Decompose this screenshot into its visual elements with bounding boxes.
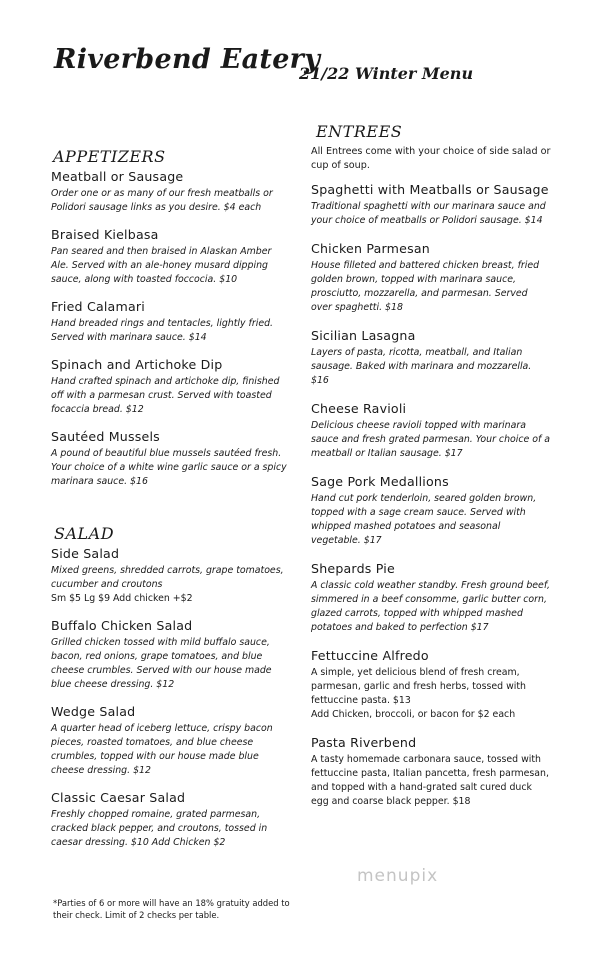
item-name: Pasta Riverbend	[311, 735, 417, 750]
item-description: Delicious cheese ravioli topped with marinara sauce and fresh grated parmesan. Your choice of a meatball or Italian sausage. $17	[311, 420, 551, 459]
left-column	[51, 147, 289, 861]
menu-item	[311, 647, 551, 722]
menu-item	[311, 473, 551, 548]
menu-item	[51, 226, 289, 287]
item-description: A classic cold weather standby. Fresh ground beef, simmered in a beef consomme, garlic butter corn, glazed carrots, topped with whipped mashed potatoes and baked to perfection $17	[311, 580, 550, 633]
item-name: Chicken Parmesan	[311, 241, 430, 256]
item-description: Grilled chicken tossed with mild buffalo sauce, bacon, red onions, grape tomatoes, and blue cheese crumbles. Served with our house made blue cheese dressing. $12	[51, 637, 272, 690]
item-name: Spinach and Artichoke Dip	[51, 357, 223, 372]
item-name: Classic Caesar Salad	[51, 790, 186, 805]
menupix-watermark: menupix	[357, 866, 439, 886]
menu-item	[311, 327, 551, 388]
item-description: Freshly chopped romaine, grated parmesan, cracked black pepper, and croutons, tossed in caesar dressing. $10 Add Chicken $2	[51, 809, 268, 848]
menu-item	[51, 789, 289, 850]
item-name: Fettuccine Alfredo	[311, 648, 429, 663]
item-description: A quarter head of iceberg lettuce, crispy bacon pieces, roasted tomatoes, and blue cheese crumbles, topped with our house made blue cheese dressing. $12	[51, 723, 273, 776]
item-description: House filleted and battered chicken breast, fried golden brown, topped with marinara sauce, prosciutto, mozzarella, and parmesan. Served over spaghetti. $18	[311, 260, 540, 313]
menu-item	[311, 181, 551, 228]
item-name: Side Salad	[51, 546, 120, 561]
item-name: Wedge Salad	[51, 704, 136, 719]
menu-item	[311, 560, 551, 635]
item-name: Braised Kielbasa	[51, 227, 159, 242]
menu-item	[51, 356, 289, 417]
item-description: Traditional spaghetti with our marinara sauce and your choice of meatballs or Polidori sausage. $14	[311, 201, 546, 226]
menu-season-title: 21/22 Winter Menu	[299, 64, 474, 83]
item-description: A tasty homemade carbonara sauce, tossed with fettuccine pasta, Italian pancetta, fresh parmesan, and topped with a hand-grated salt cured duck egg and coarse black pepper. $18	[311, 754, 549, 807]
menu-item	[311, 240, 551, 315]
gratuity-footnote: *Parties of 6 or more will have an 18% gratuity added to their check. Limit of 2 checks per table.	[53, 898, 290, 920]
item-description: Layers of pasta, ricotta, meatball, and Italian sausage. Baked with marinara and mozzarella. $16	[311, 347, 532, 386]
menu-item	[311, 734, 551, 809]
salad-heading: SALAD	[54, 524, 115, 543]
item-name: Buffalo Chicken Salad	[51, 618, 193, 633]
item-name: Shepards Pie	[311, 561, 395, 576]
menu-item	[51, 703, 289, 778]
item-name: Fried Calamari	[51, 299, 145, 314]
menu-item	[51, 428, 289, 489]
item-name: Cheese Ravioli	[311, 401, 407, 416]
menu-item	[51, 168, 289, 215]
item-name: Sage Pork Medallions	[311, 474, 449, 489]
menu-item	[51, 617, 289, 692]
right-column	[311, 122, 551, 821]
item-name: Sicilian Lasagna	[311, 328, 416, 343]
entrees-note: All Entrees come with your choice of side salad or cup of soup.	[311, 146, 551, 171]
item-description: Pan seared and then braised in Alaskan Amber Ale. Served with an ale-honey musard dipping sauce, along with toasted foccocia. $10	[51, 246, 272, 285]
menu-item	[51, 298, 289, 345]
appetizers-heading: APPETIZERS	[53, 147, 166, 166]
item-add-on: Add Chicken, broccoli, or bacon for $2 each	[311, 709, 516, 720]
entrees-heading: ENTREES	[316, 122, 403, 141]
item-description: Hand cut pork tenderloin, seared golden brown, topped with a sage cream sauce. Served with whipped mashed potatoes and seasonal vegetable. $17	[311, 493, 537, 546]
item-description: A pound of beautiful blue mussels sautéed fresh. Your choice of a white wine garlic sauce or a spicy marinara sauce. $16	[51, 448, 287, 487]
item-name: Sautéed Mussels	[51, 429, 160, 444]
item-name: Spaghetti with Meatballs or Sausage	[311, 182, 549, 197]
menu-item	[51, 545, 289, 606]
item-description: Hand breaded rings and tentacles, lightly fried. Served with marinara sauce. $14	[51, 318, 274, 343]
item-price-options: Sm $5 Lg $9 Add chicken +$2	[51, 593, 193, 604]
menu-item	[311, 400, 551, 461]
item-name: Meatball or Sausage	[51, 169, 184, 184]
item-description: Mixed greens, shredded carrots, grape tomatoes, cucumber and croutons	[51, 565, 284, 590]
item-description: Hand crafted spinach and artichoke dip, finished off with a parmesan crust. Served with toasted focaccia bread. $12	[51, 376, 280, 415]
item-description: A simple, yet delicious blend of fresh cream, parmesan, garlic and fresh herbs, tossed with fettuccine pasta. $13	[311, 667, 526, 706]
restaurant-title: Riverbend Eatery	[54, 44, 321, 75]
item-description: Order one or as many of our fresh meatballs or Polidori sausage links as you desire. $4 each	[51, 188, 273, 213]
